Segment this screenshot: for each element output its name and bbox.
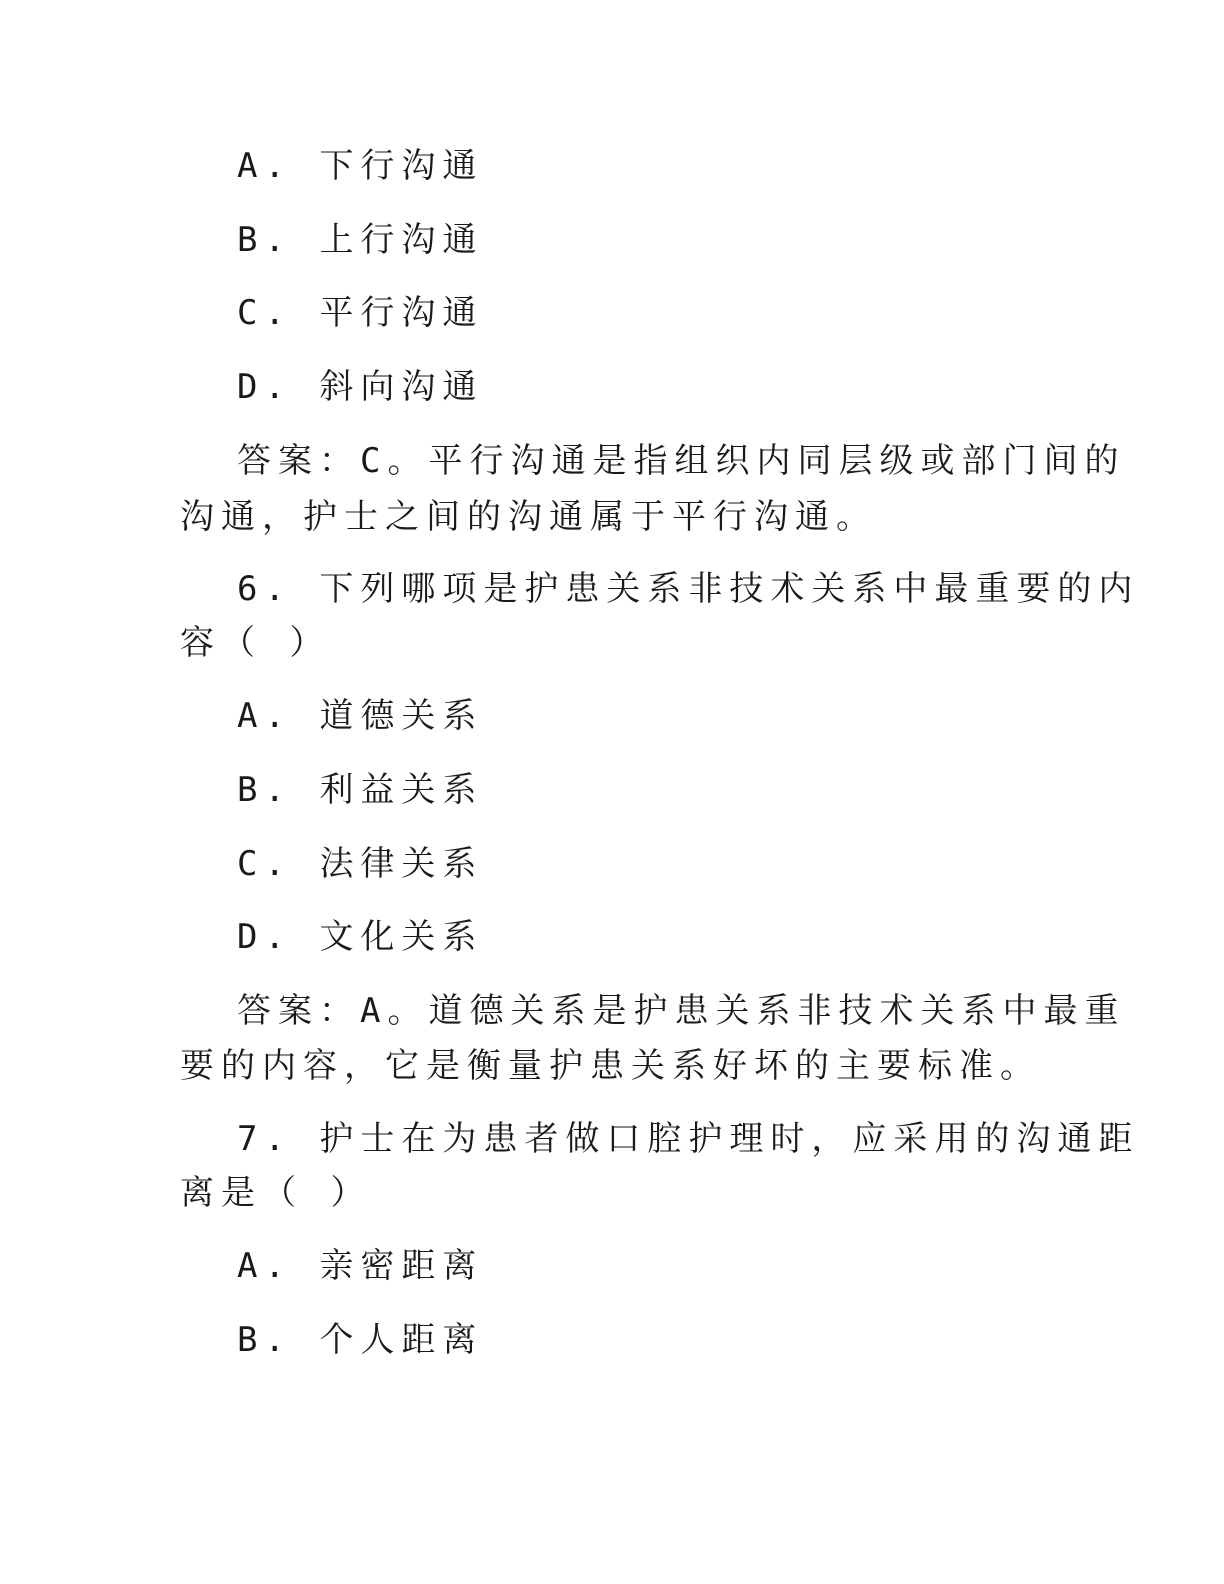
q5-option-a (237, 146, 483, 186)
q6-question-line-1: 6. 下列哪项是护患关系非技术关系中最重要的内 (237, 569, 1140, 609)
option-label: A. (237, 1246, 292, 1286)
q7-option-b (237, 1320, 483, 1360)
q5-option-b (237, 220, 483, 260)
q5-option-c (237, 293, 483, 333)
option-text: 亲密距离 (319, 1246, 484, 1286)
option-text: 利益关系 (319, 770, 484, 810)
q7-question-line-2: 离是（ ） (180, 1173, 372, 1213)
q6-option-c (237, 844, 483, 884)
q6-answer-line-2: 要的内容，它是衡量护患关系好坏的主要标准。 (180, 1046, 1041, 1086)
option-text: 法律关系 (319, 844, 484, 884)
q5-answer-line-2: 沟通，护士之间的沟通属于平行沟通。 (180, 497, 877, 537)
q6-option-b (237, 770, 483, 810)
option-label: B. (237, 220, 292, 260)
option-label: A. (237, 696, 292, 736)
option-text: 上行沟通 (319, 220, 484, 260)
option-label: C. (237, 844, 292, 884)
option-label: D. (237, 367, 292, 407)
option-text: 下行沟通 (319, 146, 484, 186)
option-text: 平行沟通 (319, 293, 484, 333)
q6-option-a (237, 696, 483, 736)
option-label: B. (237, 1320, 292, 1360)
q5-answer-line-1: 答案：C。平行沟通是指组织内同层级或部门间的 (237, 441, 1126, 481)
q6-answer-line-1: 答案：A。道德关系是护患关系非技术关系中最重 (237, 991, 1126, 1031)
option-text: 道德关系 (319, 696, 484, 736)
option-text: 文化关系 (319, 917, 484, 957)
option-label: C. (237, 293, 292, 333)
option-text: 个人距离 (319, 1320, 484, 1360)
option-label: A. (237, 146, 292, 186)
q6-option-d (237, 917, 483, 957)
q6-question-line-2: 容（ ） (180, 623, 331, 663)
option-text: 斜向沟通 (319, 367, 484, 407)
option-label: B. (237, 770, 292, 810)
q5-option-d (237, 367, 483, 407)
q7-option-a (237, 1246, 483, 1286)
q7-question-line-1: 7. 护士在为患者做口腔护理时，应采用的沟通距 (237, 1119, 1140, 1159)
option-label: D. (237, 917, 292, 957)
